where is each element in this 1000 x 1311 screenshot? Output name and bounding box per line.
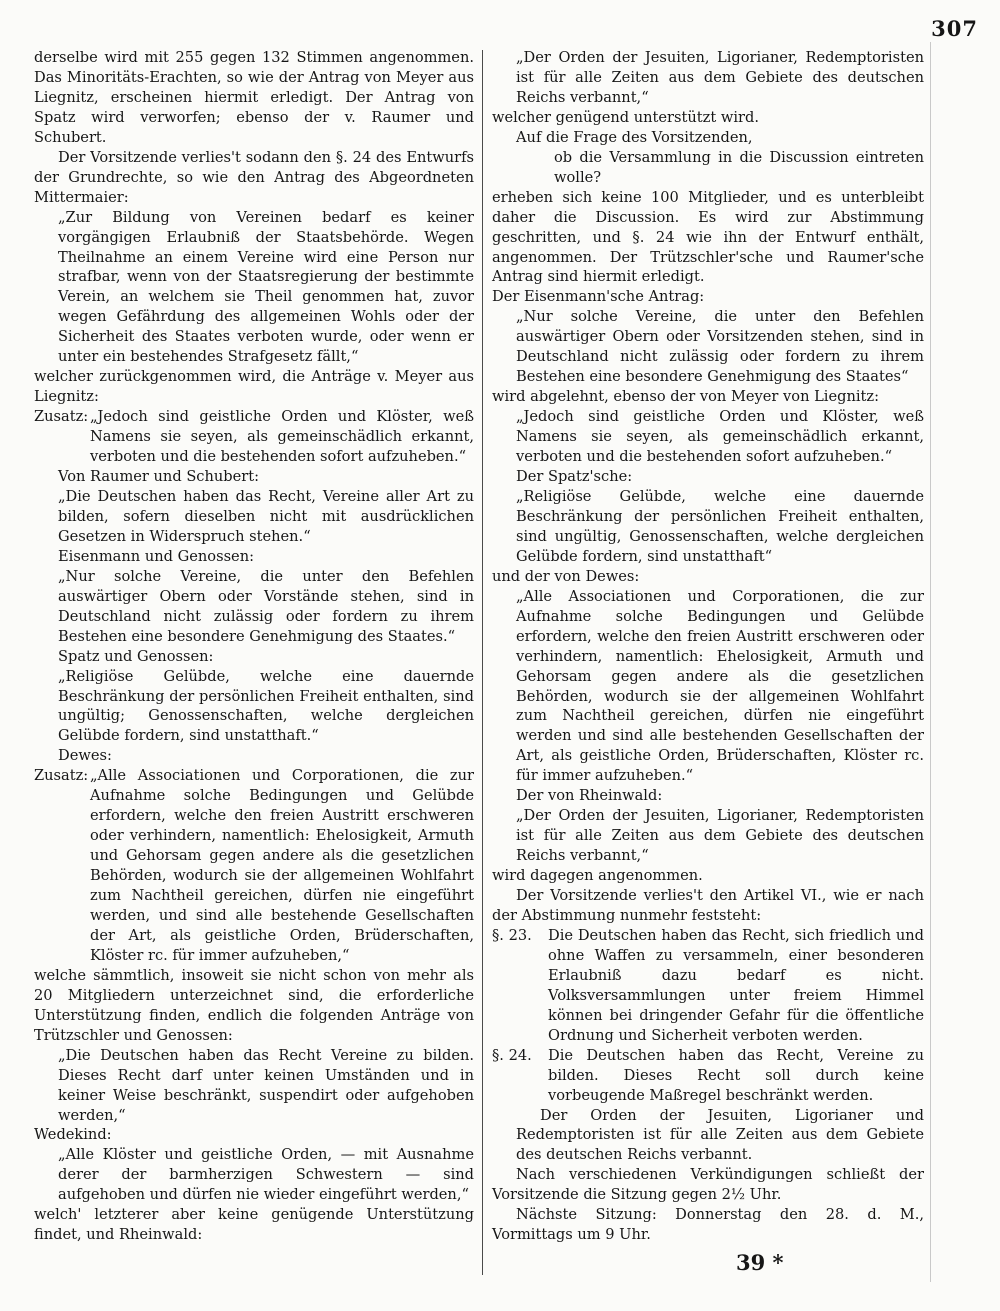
paragraph: Der Eisenmann'sche Antrag: [492,288,705,306]
paragraph: welche sämmtlich, insoweit sie nicht schon von mehr als 20 Mitgliedern unterzeichnet sind, die erforderliche Unterstützung finden, endlich die folgenden Anträge von Trützschler und Genossen: [34,966,474,1044]
paragraph-label: Zusatz: [34,767,89,785]
column-divider [482,50,483,1275]
quoted-motion: „Jedoch sind geistliche Orden und Klöster, weß Namens sie seyen, als gemeinschädlich erkannt, verboten und die bestehenden sofort aufzuheben.“ [516,408,924,466]
paragraph: welcher genügend unterstützt wird. [492,108,759,126]
labeled-paragraph [492,926,924,1046]
labeled-paragraph [34,407,474,467]
paragraph-label: §. 24. [492,1046,532,1064]
quoted-motion: „Alle Klöster und geistliche Orden, — mit Ausnahme derer der barmherzigen Schwestern — sind aufgehoben und dürfen nie wieder eingeführt werden,“ [58,1146,474,1204]
quoted-motion: „Die Deutschen haben das Recht Vereine zu bilden. Dieses Recht darf unter keinen Umständen und in keiner Weise beschränkt, suspendirt oder aufgehoben werden,“ [58,1046,474,1124]
labeled-paragraph [34,766,474,966]
paragraph-label: Zusatz: [34,408,89,426]
labeled-paragraph [492,1046,924,1106]
quoted-motion: „Der Orden der Jesuiten, Ligorianer, Redemptoristen ist für alle Zeiten aus dem Gebiete des deutschen Reichs verbannt,“ [516,807,924,865]
page-edge [930,42,931,1282]
paragraph: Der Vorsitzende verlies't sodann den §. 24 des Entwurfs der Grundrechte, so wie den Antrag des Abgeordneten Mittermaier: [34,148,474,206]
left-column [34,48,474,1245]
paragraph-text: „Alle Associationen und Corporationen, die zur Aufnahme solche Bedingungen und Gelübde erfordern, welche den freien Austritt erschweren oder verhindern, namentlich: Ehelosigkeit, Armuth und Gehorsam gegen andere als die gesetzlichen Behörden, wodurch sie der allgemeinen Wohlfahrt zum Nachtheil gereichen, dürfen nie eingeführt werden, und sind alle bestehende Gesellschaften der Art, als geistliche Orden, Brüderschaften, Klöster rc. für immer aufzuheben,“ [90,767,474,964]
paragraph: Nächste Sitzung: Donnerstag den 28. d. M., Vormittags um 9 Uhr. [492,1206,924,1244]
paragraph: derselbe wird mit 255 gegen 132 Stimmen angenommen. Das Minoritäts-Erachten, so wie der Antrag von Meyer aus Liegnitz, erscheinen hiermit erledigt. Der Antrag von Spatz wird verworfen; ebenso der v. Raumer und Schubert. [34,49,474,146]
quoted-motion: „Alle Associationen und Corporationen, die zur Aufnahme solche Bedingungen und Gelübde erfordern, welche den freien Austritt erschweren oder verhindern, namentlich: Ehelosigkeit, Armuth und Gehorsam gegen andere als die gesetzlichen Behörden, wodurch sie der allgemeinen Wohlfahrt zum Nachtheil gereichen, dürfen nie eingeführt werden und sind alle bestehenden Gesellschaften der Art, als geistliche Orden, Brüderschaften, Klöster rc. für immer aufzuheben.“ [516,587,924,785]
quoted-motion: „Nur solche Vereine, die unter den Befehlen auswärtiger Obern oder Vorsitzenden stehen, sind in Deutschland nicht zulässig oder fordern zu ihrem Bestehen eine besondere Genehmigung des Staates“ [516,308,924,386]
quoted-motion: Auf die Frage des Vorsitzenden, [516,128,753,146]
quoted-motion: „Nur solche Vereine, die unter den Befehlen auswärtiger Obern oder Vorstände stehen, sind in Deutschland nicht zulässig oder fordern zu ihrem Bestehen eine besondere Genehmigung des Staates.“ [58,567,474,645]
paragraph: Dewes: [58,747,112,765]
paragraph-text: Die Deutschen haben das Recht, sich friedlich und ohne Waffen zu versammeln, einer besonderen Erlaubniß dazu bedarf es nicht. Volksversammlungen unter freiem Himmel können bei dringender Gefahr für die öffentliche Ordnung und Sicherheit verboten werden. [548,926,924,1044]
signature-mark: 39 * [736,1250,784,1275]
paragraph: Der von Rheinwald: [516,787,663,805]
right-column [492,48,924,1245]
paragraph: Eisenmann und Genossen: [58,547,255,565]
page-number: 307 [931,16,978,41]
paragraph: und der von Dewes: [492,567,640,585]
paragraph: Spatz und Genossen: [58,647,214,665]
paragraph: Der Spatz'sche: [516,468,633,486]
paragraph-text: „Jedoch sind geistliche Orden und Klöster, weß Namens sie seyen, als gemeinschädlich erkannt, verboten und die bestehenden sofort aufzuheben.“ [90,408,474,466]
paragraph: welcher zurückgenommen wird, die Anträge v. Meyer aus Liegnitz: [34,368,474,406]
paragraph: Wedekind: [34,1126,112,1144]
quoted-motion: „Zur Bildung von Vereinen bedarf es keiner vorgängigen Erlaubniß der Staatsbehörde. Wegen Theilnahme an einem Vereine wird eine Person nur strafbar, wenn von der Staatsregierung der bestimmte Verein, an welchem sie Theil genommen hat, zuvor wegen Gefährdung des allgemeinen Wohls oder der Sicherheit des Staates verboten wurde, oder wenn er unter ein bestehendes Strafgesetz fällt,“ [58,208,474,366]
quoted-motion: „Religiöse Gelübde, welche eine dauernde Beschränkung der persönlichen Freiheit enthalten, sind ungültig; Genossenschaften, welche dergleichen Gelübde fordern, sind unstatthaft.“ [58,667,474,745]
quoted-motion: „Die Deutschen haben das Recht, Vereine aller Art zu bilden, sofern dieselben nicht mit ausdrücklichen Gesetzen in Widerspruch stehen.“ [58,487,474,545]
paragraph-text: Die Deutschen haben das Recht, Vereine zu bilden. Dieses Recht soll durch keine vorbeugende Maßregel beschränkt werden. [548,1046,924,1104]
paragraph-label: §. 23. [492,926,532,944]
quoted-motion: „Der Orden der Jesuiten, Ligorianer, Redemptoristen ist für alle Zeiten aus dem Gebiete des deutschen Reichs verbannt,“ [516,49,924,106]
paragraph: Nach verschiedenen Verkündigungen schließt der Vorsitzende die Sitzung gegen 2½ Uhr. [492,1166,924,1204]
quoted-motion: Der Orden der Jesuiten, Ligorianer und Redemptoristen ist für alle Zeiten aus dem Gebiete des deutschen Reichs verbannt. [516,1106,924,1164]
paragraph: wird abgelehnt, ebenso der von Meyer von Liegnitz: [492,388,879,406]
paragraph: Der Vorsitzende verlies't den Artikel VI., wie er nach der Abstimmung nunmehr feststeht: [492,887,924,924]
quoted-motion: ob die Versammlung in die Discussion eintreten wolle? [554,148,924,186]
paragraph: erheben sich keine 100 Mitglieder, und es unterbleibt daher die Discussion. Es wird zur Abstimmung geschritten, und §. 24 wie ihn der Entwurf enthält, angenommen. Der Trützschler'sche und Raumer'sche Antrag sind hiermit erledigt. [492,188,924,286]
paragraph: wird dagegen angenommen. [492,867,703,885]
quoted-motion: „Religiöse Gelübde, welche eine dauernde Beschränkung der persönlichen Freiheit enthalten, sind ungültig, Genossenschaften, welche dergleichen Gelübde fordern, sind unstatthaft“ [516,487,924,565]
paragraph: welch' letzterer aber keine genügende Unterstützung findet, und Rheinwald: [34,1206,474,1244]
paragraph: Von Raumer und Schubert: [58,468,260,486]
